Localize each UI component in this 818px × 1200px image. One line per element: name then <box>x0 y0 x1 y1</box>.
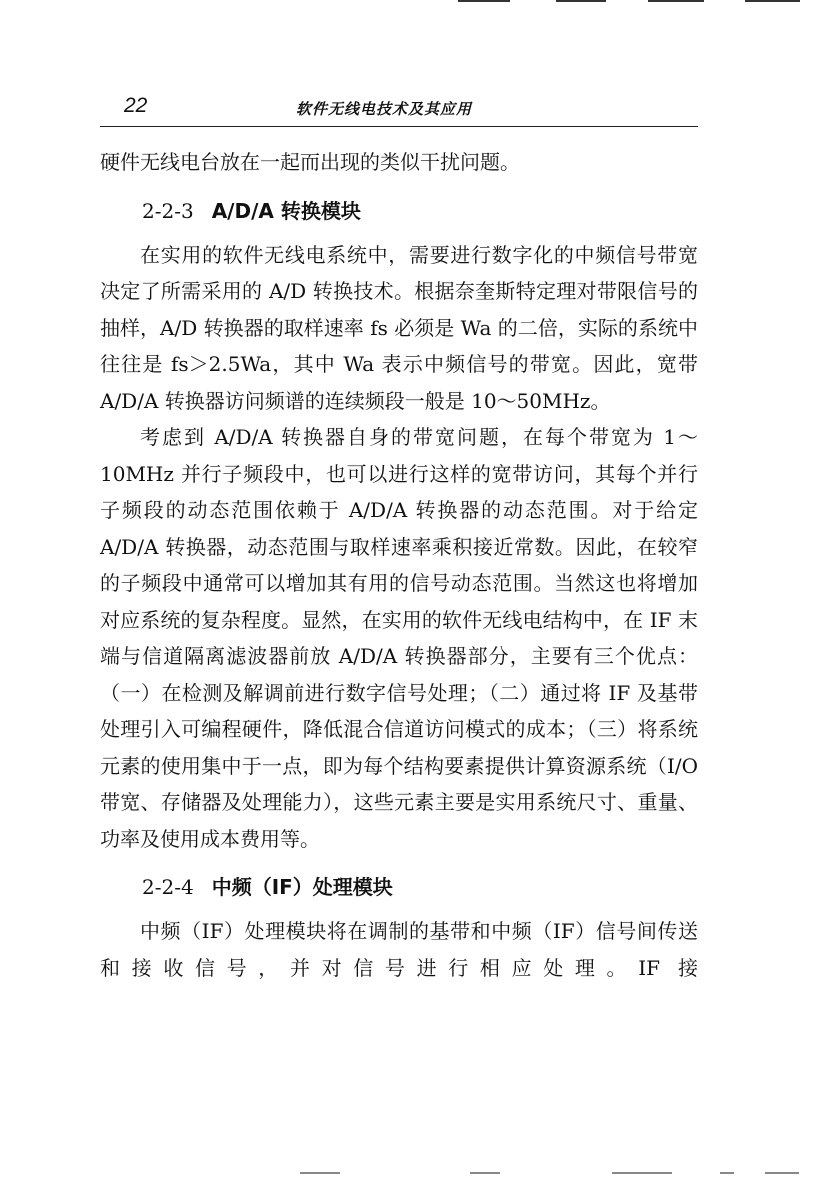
page-header <box>100 88 698 127</box>
section-number: 2-2-3 <box>142 198 194 223</box>
section-heading-2-2-4 <box>100 869 698 905</box>
page-content <box>100 144 698 986</box>
paragraph-if-module: 中频（IF）处理模块将在调制的基带和中频（IF）信号间传送和接收信号，并对信号进行相应处理。IF 接 <box>100 919 698 980</box>
paragraph-ad-sampling: 在实用的软件无线电系统中，需要进行数字化的中频信号带宽决定了所需采用的 A/D 转换技术。根据奈奎斯特定理对带限信号的抽样，A/D 转换器的取样速率 fs 必须是 Wa 的二倍，实际的系统中往往是 fs＞2.5Wa，其中 Wa 表示中频信号的带宽。因此，宽带 A/D/A 转换器访问频谱的连续频段一般是 10～50MHz。 <box>100 242 698 413</box>
running-title: 软件无线电技术及其应用 <box>296 100 473 118</box>
page-number: 22 <box>124 94 148 117</box>
continuation-paragraph: 硬件无线电台放在一起而出现的类似干扰问题。 <box>100 150 520 174</box>
paragraph-ada-bandwidth: 考虑到 A/D/A 转换器自身的带宽问题，在每个带宽为 1～10MHz 并行子频段中，也可以进行这样的宽带访问，其每个并行子频段的动态范围依赖于 A/D/A 转换器的动态范围。对于给定 A/D/A 转换器，动态范围与取样速率乘积接近常数。因此，在较窄的子频段中通常可以增加其有用的信号动态范围。当然这也将增加对应系统的复杂程度。显然，在实用的软件无线电结构中，在 IF 末端与信道隔离滤波器前放 A/D/A 转换器部分，主要有三个优点：（一）在检测及解调前进行数字信号处理；（二）通过将 IF 及基带处理引入可编程硬件，降低混合信道访问模式的成本；（三）将系统元素的使用集中于一点，即为每个结构要素提供计算资源系统（I/O 带宽、存储器及处理能力），这些元素主要是实用系统尺寸、重量、功率及使用成本费用等。 <box>100 425 698 851</box>
section-number: 2-2-4 <box>142 875 194 899</box>
section-title: 中频（IF）处理模块 <box>211 875 393 899</box>
section-heading-2-2-3 <box>100 193 698 229</box>
section-title: A/D/A 转换模块 <box>211 198 361 223</box>
